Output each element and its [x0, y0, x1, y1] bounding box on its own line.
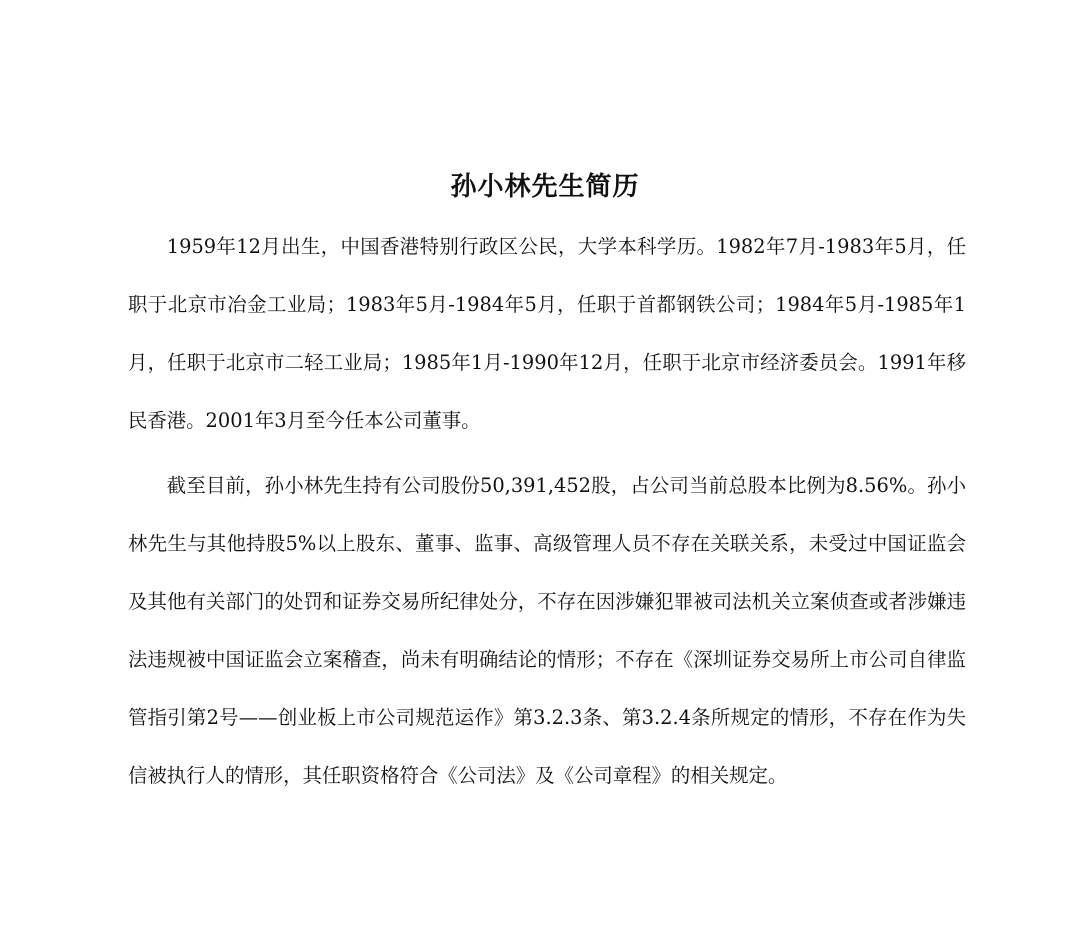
page-title: 孙小林先生简历 [450, 172, 640, 202]
shareholding-paragraph: 截至目前，孙小林先生持有公司股份50,391,452股，占公司当前总股本比例为8.56%。孙小林先生与其他持股5%以上股东、董事、监事、高级管理人员不存在关联关系，未受过中国证监会及其他有关部门的处罚和证券交易所纪律处分，不存在因涉嫌犯罪被司法机关立案侦查或者涉嫌违法违规被中国证监会立案稽查，尚未有明确结论的情形；不存在《深圳证券交易所上市公司自律监管指引第2号——创业板上市公司规范运作》第3.2.3条、第3.2.4条所规定的情形，不存在作为失信被执行人的情形，其任职资格符合《公司法》及《公司章程》的相关规定。 [128, 474, 966, 787]
resume-paragraph: 1959年12月出生，中国香港特别行政区公民，大学本科学历。1982年7月-1983年5月，任职于北京市冶金工业局；1983年5月-1984年5月，任职于首都钢铁公司；1984年5月-1985年1月，任职于北京市二轻工业局；1985年1月-1990年12月，任职于北京市经济委员会。1991年移民香港。2001年3月至今任本公司董事。 [128, 235, 966, 432]
